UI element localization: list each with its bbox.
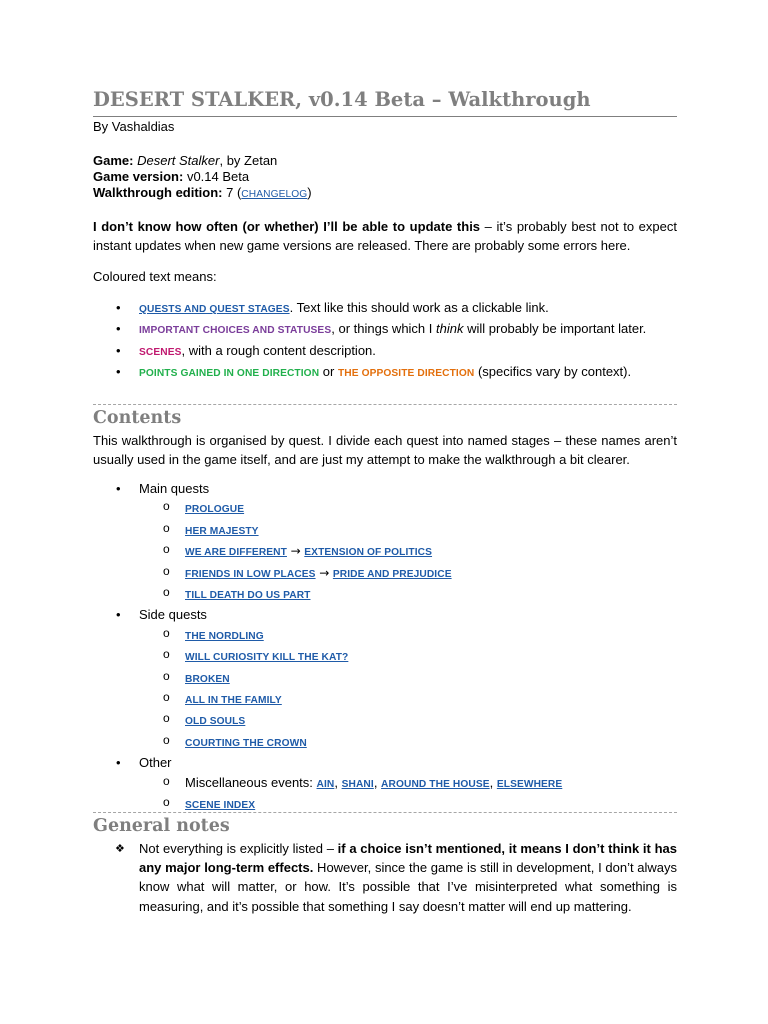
version-line: Game version: v0.14 Beta: [93, 169, 250, 184]
choices-tag: IMPORTANT CHOICES AND STATUSES: [139, 325, 332, 337]
toc-other: • Other: [93, 753, 677, 772]
toc-item-misc: o Miscellaneous events: AIN, SHANI, AROUND THE HOUSE, ELSEWHERE: [93, 773, 677, 794]
document-page: [93, 86, 677, 384]
contents-intro: This walkthrough is organised by quest. I divide each quest into named stages – these names aren’t usually used in the game itself, and are just my attempt to make the walkthrough a bit clearer.: [93, 433, 677, 467]
changelog-link[interactable]: CHANGELOG: [241, 189, 308, 200]
toc-item: o COURTING THE CROWN: [93, 732, 677, 753]
general-notes-heading: General notes: [93, 816, 230, 836]
points-up-tag: POINTS GAINED IN ONE DIRECTION: [139, 368, 320, 380]
toc-item: o BROKEN: [93, 668, 677, 689]
notes-list: [93, 839, 677, 916]
toc-item: o SCENE INDEX: [93, 794, 677, 815]
page-title: DESERT STALKER, v0.14 Beta – Walkthrough: [93, 86, 677, 117]
edition-line: Walkthrough edition: 7 (CHANGELOG): [93, 185, 312, 200]
points-down-tag: THE OPPOSITE DIRECTION: [337, 368, 475, 380]
toc-item: o THE NORDLING: [93, 625, 677, 646]
contents-heading: Contents: [93, 408, 182, 428]
arrow-right-icon: →: [319, 565, 330, 580]
arrow-right-icon: →: [290, 544, 301, 559]
legend-item-scenes: • SCENES, with a rough content description.: [93, 341, 677, 362]
toc-item: o WE ARE DIFFERENT → EXTENSION OF POLITICS: [93, 541, 677, 562]
game-metadata: [93, 153, 677, 203]
legend-item-quests: • QUESTS AND QUEST STAGES. Text like this should work as a clickable link.: [93, 298, 677, 319]
legend-intro: Coloured text means:: [93, 269, 217, 284]
toc-item: o FRIENDS IN LOW PLACES → PRIDE AND PREJUDICE: [93, 563, 677, 584]
quests-link[interactable]: QUESTS AND QUEST STAGES: [139, 304, 290, 315]
toc-item: o WILL CURIOSITY KILL THE KAT?: [93, 646, 677, 667]
legend-item-points: • POINTS GAINED IN ONE DIRECTION or THE OPPOSITE DIRECTION (specifics vary by context).: [93, 362, 677, 383]
scenes-tag: SCENES: [139, 346, 182, 358]
disclaimer-paragraph: I don’t know how often (or whether) I’ll be able to update this – it’s probably best not to expect instant updates when new game versions are released. There are probably some errors here.: [93, 219, 677, 253]
toc-item: o ALL IN THE FAMILY: [93, 689, 677, 710]
color-legend-list: [93, 298, 677, 384]
general-notes-section: [93, 812, 677, 916]
toc-item: o OLD SOULS: [93, 710, 677, 731]
author-line: By Vashaldias: [93, 119, 175, 134]
toc-item: o PROLOGUE: [93, 498, 677, 519]
toc-item: o TILL DEATH DO US PART: [93, 584, 677, 605]
toc-main-quests: • Main quests: [93, 479, 677, 498]
toc-item: o HER MAJESTY: [93, 520, 677, 541]
contents-section: [93, 404, 677, 816]
table-of-contents: [93, 479, 677, 816]
toc-side-quests: • Side quests: [93, 605, 677, 624]
legend-item-choices: • IMPORTANT CHOICES AND STATUSES, or things which I think will probably be important later.: [93, 319, 677, 340]
note-item: ❖ Not everything is explicitly listed – if a choice isn’t mentioned, it means I don’t think it has any major long-term effects. However, since the game is still in development, I don’t always know what will matter, or how. It’s possible that I’ve misinterpreted what something is measuring, and it’s possible that something I say doesn’t matter will end up mattering.: [93, 839, 677, 916]
game-line: Game: Desert Stalker, by Zetan: [93, 153, 278, 168]
